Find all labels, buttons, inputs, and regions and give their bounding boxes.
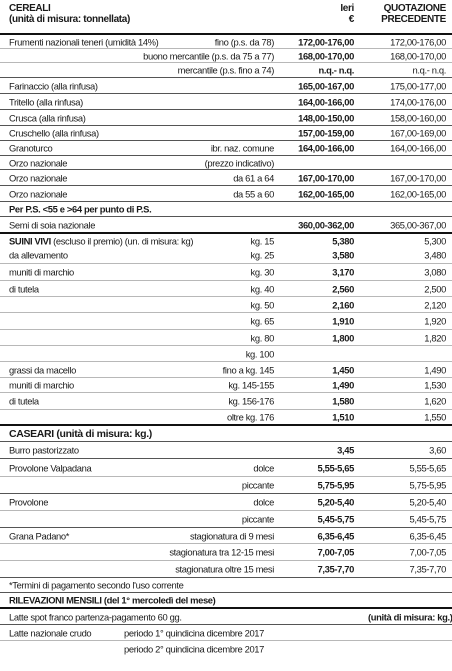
value-ieri: 7,00-7,05 [317,546,354,558]
value-precedente: 175,00-177,00 [390,79,446,91]
table-body [0,35,452,656]
table-row [0,477,452,494]
table-row [0,561,452,578]
row-label: Farinaccio (alla rinfusa) [9,79,98,91]
value-precedente: n.q.- n.q. [412,64,446,76]
row-label: Burro pastorizzato [9,444,79,456]
value-precedente: 158,00-160,00 [390,111,446,123]
row-label: Provolone Valpadana [9,461,92,473]
value-precedente: (unità di misura: kg.) [368,610,452,622]
value-ieri: 3,170 [332,266,354,278]
row-subcategory: kg. 50 [250,298,274,310]
row-label: Orzo nazionale [9,171,68,183]
row-label: Latte nazionale crudo [9,626,92,638]
table-row [0,156,452,170]
value-ieri: 164,00-166,00 [298,142,354,154]
value-precedente: 167,00-170,00 [390,171,446,183]
value-precedente: 164,00-166,00 [390,142,446,154]
value-precedente: 365,00-367,00 [390,218,446,230]
value-ieri: 360,00-362,00 [298,218,354,230]
value-precedente: 2,500 [424,282,446,294]
row-subcategory: kg. 156-176 [228,395,274,407]
header-ieri-line1: Ieri [340,3,354,14]
row-subcategory: kg. 15 [250,234,274,246]
table-row [0,378,452,393]
value-precedente: 3,480 [424,249,446,261]
row-subcategory: kg. 145-155 [228,379,274,391]
value-precedente: 168,00-170,00 [390,49,446,61]
value-ieri: 5,45-5,75 [317,513,354,525]
row-label: RILEVAZIONI MENSILI (del 1° mercoledì del mese) [9,594,216,606]
value-ieri: 172,00-176,00 [298,35,354,47]
row-subcategory: kg. 30 [250,266,274,278]
value-ieri: 1,490 [332,379,354,391]
table-row [0,78,452,94]
table-row [0,459,452,477]
table-row [0,234,452,247]
table-row [0,511,452,528]
row-subcategory: kg. 40 [250,282,274,294]
row-subcategory: oltre kg. 176 [226,411,274,423]
row-label: Crusca (alla rinfusa) [9,111,86,123]
value-ieri: 164,00-166,00 [298,95,354,107]
table-row [0,49,452,63]
row-label: di tutela [9,282,39,294]
row-subcategory: da 55 a 60 [233,187,274,199]
header-ieri [330,3,354,25]
header-prev [368,3,446,25]
value-ieri: 5,75-5,95 [317,479,354,491]
value-ieri: 1,580 [332,395,354,407]
value-precedente: 1,530 [424,379,446,391]
table-row [0,393,452,410]
value-ieri: n.q.- n.q. [318,64,354,76]
value-precedente: 5,75-5,95 [409,479,446,491]
header-title-line1: CEREALI [9,3,51,14]
row-label: CASEARI (unità di misura: kg.) [9,427,152,440]
row-subcategory: (prezzo indicativo) [204,156,274,168]
value-ieri: 1,910 [332,315,354,327]
value-precedente: 5,300 [424,234,446,246]
row-subcategory: ibr. naz. comune [210,142,274,154]
value-precedente: 2,120 [424,298,446,310]
table-row [0,330,452,346]
header-euro-symbol: € [348,14,354,25]
table-row [0,63,452,78]
row-label: Provolone [9,496,49,508]
value-precedente: 1,490 [424,363,446,375]
table-row [0,578,452,593]
value-precedente: 7,35-7,70 [409,563,446,575]
table-row [0,217,452,234]
row-label: Orzo nazionale [9,156,68,168]
row-label: SUINI VIVI (escluso il premio) (un. di misura: kg) [9,234,194,246]
row-subcategory: da 61 a 64 [233,171,274,183]
row-subcategory: kg. 100 [245,347,274,359]
row-subcategory: dolce [253,496,274,508]
value-ieri: 2,160 [332,298,354,310]
row-label: Per P.S. <55 e >64 per punto di P.S. [9,203,152,215]
table-row [0,362,452,378]
table-row [0,625,452,641]
table-row [0,35,452,49]
value-precedente: 1,620 [424,395,446,407]
value-precedente: 3,080 [424,266,446,278]
table-row [0,264,452,281]
row-subcategory: periodo 2° quindicina dicembre 2017 [124,642,265,654]
value-precedente: 6,35-6,45 [409,529,446,541]
table-row [0,202,452,217]
value-ieri: 168,00-170,00 [298,49,354,61]
value-precedente: 5,45-5,75 [409,513,446,525]
value-ieri: 3,580 [332,249,354,261]
row-label: grassi da macello [9,363,76,375]
value-precedente: 5,20-5,40 [409,496,446,508]
row-subcategory: stagionatura tra 12-15 mesi [169,546,274,558]
table-row [0,609,452,625]
value-precedente: 174,00-176,00 [390,95,446,107]
value-ieri: 148,00-150,00 [298,111,354,123]
row-label: Orzo nazionale [9,187,68,199]
row-subcategory: kg. 80 [250,331,274,343]
row-subcategory: kg. 25 [250,249,274,261]
table-row [0,426,452,442]
row-label: *Termini di pagamento secondo l'uso corrente [9,579,184,591]
row-label: Cruschello (alla rinfusa) [9,127,99,139]
row-label: da allevamento [9,249,68,261]
value-precedente: 172,00-176,00 [390,35,446,47]
value-ieri: 5,380 [332,234,354,246]
table-row [0,141,452,156]
value-ieri: 3,45 [337,444,354,456]
table-row [0,186,452,202]
value-precedente: 162,00-165,00 [390,187,446,199]
value-ieri: 6,35-6,45 [317,529,354,541]
table-row [0,346,452,362]
table-row [0,494,452,511]
value-precedente: 3,60 [429,444,446,456]
table-row [0,94,452,110]
value-ieri: 5,20-5,40 [317,496,354,508]
row-label: di tutela [9,395,39,407]
value-precedente: 7,00-7,05 [409,546,446,558]
row-label: Grana Padano* [9,529,70,541]
value-precedente: 5,55-5,65 [409,461,446,473]
value-ieri: 7,35-7,70 [317,563,354,575]
row-subcategory: piccante [241,479,274,491]
row-subcategory: dolce [253,461,274,473]
table-row [0,528,452,544]
header-title-line2: (unità di misura: tonnellata) [9,14,130,25]
table-row [0,281,452,297]
value-precedente: 167,00-169,00 [390,127,446,139]
value-ieri: 1,450 [332,363,354,375]
row-subcategory: fino (p.s. da 78) [214,35,274,47]
value-ieri: 167,00-170,00 [298,171,354,183]
row-subcategory: stagionatura oltre 15 mesi [175,563,274,575]
table-row [0,442,452,459]
row-subcategory: kg. 65 [250,315,274,327]
value-precedente: 1,920 [424,315,446,327]
row-subcategory: stagionatura di 9 mesi [189,529,274,541]
table-row [0,297,452,313]
value-ieri: 1,510 [332,411,354,423]
row-label: Granoturco [9,142,53,154]
row-label: Latte spot franco partenza-pagamento 60 gg. [9,610,182,622]
value-ieri: 2,560 [332,282,354,294]
value-ieri: 165,00-167,00 [298,79,354,91]
table-header [0,0,452,35]
value-ieri: 162,00-165,00 [298,187,354,199]
table-row [0,410,452,426]
value-ieri: 157,00-159,00 [298,127,354,139]
row-label: Tritello (alla rinfusa) [9,95,83,107]
row-subcategory: periodo 1° quindicina dicembre 2017 [124,626,265,638]
value-ieri: 5,55-5,65 [317,461,354,473]
table-row [0,110,452,126]
table-row [0,313,452,330]
row-label: Semi di soia nazionale [9,218,96,230]
table-row [0,126,452,141]
row-subcategory: fino a kg. 145 [222,363,274,375]
table-row [0,544,452,561]
row-subcategory: mercantile (p.s. fino a 74) [177,64,274,76]
table-row [0,247,452,264]
table-row [0,170,452,186]
row-subcategory: piccante [241,513,274,525]
value-precedente: 1,550 [424,411,446,423]
row-label: muniti di marchio [9,379,74,391]
table-row [0,641,452,656]
header-prev-line1: QUOTAZIONE [383,3,446,14]
row-label: muniti di marchio [9,266,74,278]
header-prev-line2: PRECEDENTE [381,14,446,25]
value-precedente: 1,820 [424,331,446,343]
row-subcategory: buono mercantile (p.s. da 75 a 77) [143,49,274,61]
table-row [0,593,452,609]
value-ieri: 1,800 [332,331,354,343]
row-label: Frumenti nazionali teneri (umidità 14%) [9,35,159,47]
header-title [9,3,130,25]
